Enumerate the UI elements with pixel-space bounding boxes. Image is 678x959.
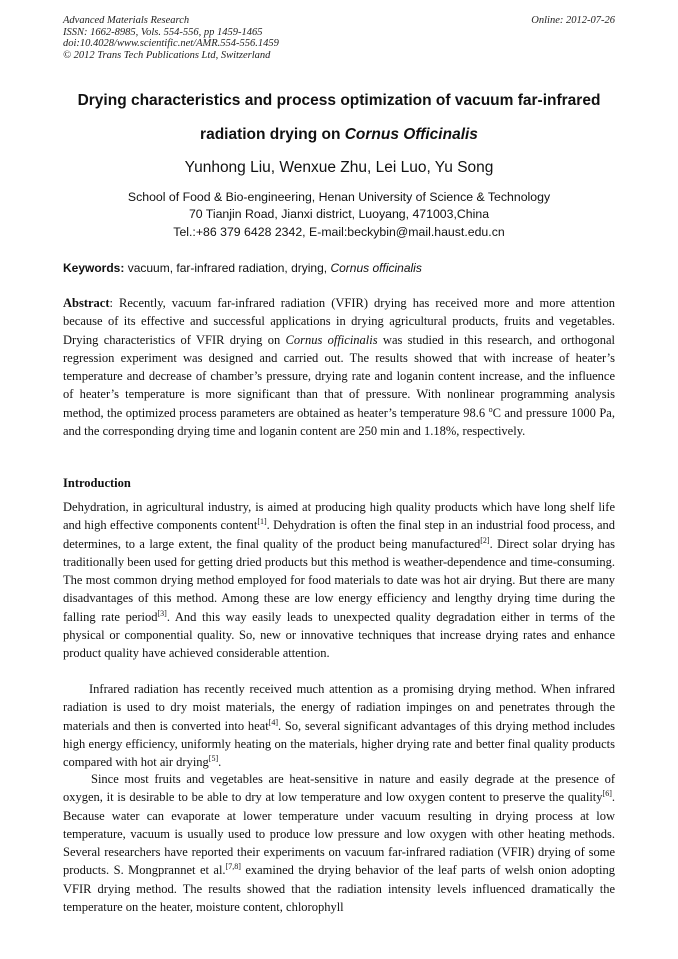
p1-text-c: . Direct solar drying has traditionally been used for getting dried products but this method is weather-dependence and time-consuming. The most common drying method employed for food materials to date was hot air drying. But there are many disadvantages of this method. Among these are low energy efficiency and lengthy drying time during the falling rate period <box>63 536 615 624</box>
abstract-text-c: C and pressure 1000 Pa, and the corresponding drying time and loganin content are 250 min and 1.18%, respectively. <box>63 405 615 439</box>
p2-text-c: . <box>218 755 222 770</box>
author-list: Yunhong Liu, Wenxue Zhu, Lei Luo, Yu Song <box>184 159 494 176</box>
paper-title-line-1: Drying characteristics and process optimization of vacuum far-infrared <box>77 92 601 109</box>
keywords-label: Keywords: <box>63 261 125 275</box>
intro-paragraph-1 <box>63 498 615 663</box>
affiliation-line-1: School of Food & Bio-engineering, Henan University of Science & Technology <box>127 190 551 204</box>
keywords-text: vacuum, far-infrared radiation, drying, <box>124 261 331 275</box>
contact-line: Tel.:+86 379 6428 2342, E-mail:beckybin@mail.haust.edu.cn <box>173 225 505 239</box>
citation-5: [5] <box>208 754 219 764</box>
abstract-label: Abstract <box>63 296 110 310</box>
copyright-line: © 2012 Trans Tech Publications Ltd, Switzerland <box>63 49 271 61</box>
section-heading-introduction: Introduction <box>63 476 131 490</box>
p1-text-d: . And this way easily leads to unexpected quality degradation either in terms of the physical or componential quality. So, new or innovative techniques that increase drying rates and enhance product quality have achieved considerable attention. <box>63 609 615 661</box>
journal-header <box>63 15 615 61</box>
degree-superscript: o <box>488 404 493 414</box>
title-species: Cornus Officinalis <box>344 126 478 143</box>
p3-text-c: examined the drying behavior of the leaf parts of welsh onion adopting VFIR drying method. The results showed that the radiation intensity levels influenced dramatically the temperature on the heater, moisture content, chlorophyll <box>63 863 616 915</box>
online-date: Online: 2012-07-26 <box>531 15 615 26</box>
p2-text-a: Infrared radiation has recently received much attention as a promising drying method. When infrared radiation is used to dry moist materials, the energy of radiation impinges on and penetrates through the materials and then is converted into heat <box>63 682 615 733</box>
p1-text-b: . Dehydration is often the final step in an industrial food process, and determines, to a large extent, the final quality of the product being manufactured <box>63 518 615 551</box>
abstract-species: Cornus officinalis <box>285 332 378 347</box>
abstract-text-a: : Recently, vacuum far-infrared radiation (VFIR) drying has received more and more attention because of its effective and successful applications in drying agricultural products, fruits and vegetables. Drying characteristics of VFIR drying on <box>63 296 615 347</box>
doi-line: doi:10.4028/www.scientific.net/AMR.554-556.1459 <box>63 38 279 49</box>
p2-text-b: . So, several significant advantages of this drying method includes high energy efficiency, uniformly heating on the materials, higher drying rate and better final quality products compared with hot air drying <box>63 718 615 770</box>
affiliation-line-2: 70 Tianjin Road, Jianxi district, Luoyang, 471003,China <box>188 207 490 221</box>
p1-text-a: Dehydration, in agricultural industry, is aimed at producing high quality products which have long shelf life and high effective components content <box>63 500 615 533</box>
issn-line: ISSN: 1662-8985, Vols. 554-556, pp 1459-1465 <box>63 26 263 38</box>
abstract-paragraph <box>63 294 615 440</box>
paper-title-line-2 <box>40 126 638 144</box>
citation-3: [3] <box>157 608 167 618</box>
p3-text-b: . Because water can evaporate at lower temperature under vacuum resulting in drying process at low temperature, vacuum is usually used to produce low pressure and low oxygen with other heating methods. Several researchers have reported their experiments on vacuum far-infrared radiation (VFIR) drying of some products. S. Mongprannet et al. <box>63 790 615 878</box>
citation-7-8: [7,8] <box>225 862 241 872</box>
citation-4: [4] <box>268 717 278 727</box>
title-prefix: radiation drying on <box>200 126 345 143</box>
citation-1: [1] <box>257 517 267 527</box>
intro-paragraph-2 <box>63 680 615 771</box>
journal-name: Advanced Materials Research <box>63 15 190 26</box>
abstract-text-b: was studied in this research, and orthogonal regression experiment was designed and carried out. The results showed that with increase of heater’s temperature and decrease of chamber’s pressure, drying rate and loganin content increase, and the influence of heater’s temperature is more significant than that of pressure. With nonlinear programming analysis method, the optimized process parameters are obtained as heater’s temperature 98.6 <box>63 332 616 420</box>
p3-text-a: Since most fruits and vegetables are heat-sensitive in nature and easily degrade at the presence of oxygen, it is desirable to be able to dry at low temperature and low oxygen content to preserve the quality <box>63 772 615 805</box>
keywords <box>63 261 623 276</box>
keywords-species: Cornus officinalis <box>330 261 422 275</box>
citation-2: [2] <box>480 535 490 545</box>
intro-paragraph-3 <box>63 770 615 916</box>
citation-6: [6] <box>602 789 612 799</box>
